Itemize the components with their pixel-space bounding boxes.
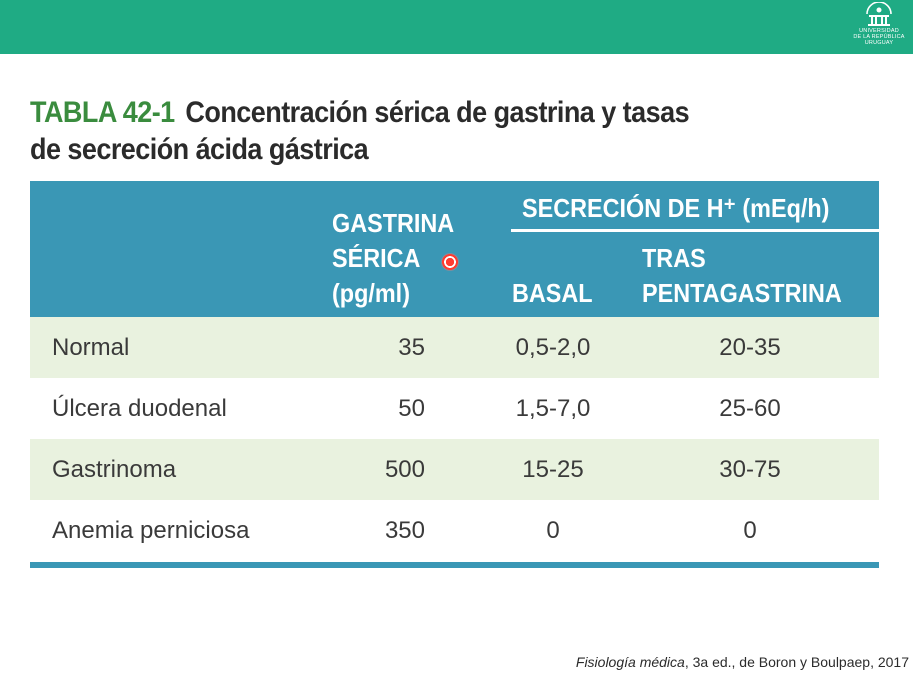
university-building-icon (864, 2, 894, 28)
citation-book-title: Fisiología médica (575, 654, 685, 670)
table-row (30, 317, 879, 378)
cell-gastrina: 35 (398, 334, 425, 361)
cell-gastrina: 500 (384, 456, 425, 483)
header-tras-line-1: TRAS (642, 243, 706, 273)
header-group-rule (511, 229, 879, 232)
cell-tras-pentagastrina: 20-35 (719, 334, 781, 361)
cell-tras-pentagastrina: 0 (743, 517, 757, 544)
logo-text-line-2: DE LA REPÚBLICA (853, 34, 905, 40)
header-secrecion-group: SECRECIÓN DE H⁺ (mEq/h) (522, 193, 830, 223)
table-header (30, 181, 879, 317)
cell-basal: 15-25 (522, 456, 584, 483)
pointer-cursor-icon (441, 253, 459, 271)
cell-basal: 0,5-2,0 (515, 334, 591, 361)
table-title (30, 94, 804, 168)
header-basal: BASAL (512, 278, 593, 308)
table-number-label: TABLA 42-1 (30, 96, 175, 129)
cell-tras-pentagastrina: 30-75 (719, 456, 781, 483)
header-gastrina-line-3: (pg/ml) (332, 278, 410, 308)
cell-gastrina: 350 (384, 517, 425, 544)
table-bottom-rule (30, 562, 879, 568)
table-title-line-1 (30, 94, 804, 131)
table-row (30, 378, 879, 439)
cell-basal: 1,5-7,0 (515, 395, 591, 422)
header-tras-line-2: PENTAGASTRINA (642, 278, 842, 308)
top-bar (0, 0, 913, 54)
university-logo (846, 2, 912, 54)
table-row (30, 439, 879, 500)
cell-basal: 0 (546, 517, 560, 544)
cell-gastrina: 50 (398, 395, 425, 422)
logo-text-line-3: URUGUAY (864, 40, 894, 46)
table-title-line-2: de secreción ácida gástrica (30, 133, 369, 166)
cell-condition: Gastrinoma (52, 456, 177, 483)
header-gastrina-line-1: GASTRINA (332, 208, 455, 238)
citation-details: , 3a ed., de Boron y Boulpaep, 2017 (684, 654, 909, 670)
cell-condition: Normal (52, 334, 130, 361)
table-title-text-1: Concentración sérica de gastrina y tasas (185, 96, 690, 129)
cell-tras-pentagastrina: 25-60 (719, 395, 781, 422)
table-row (30, 500, 879, 561)
cell-condition: Anemia perniciosa (52, 517, 250, 544)
cell-condition: Úlcera duodenal (52, 395, 227, 422)
logo-text-line-1: UNIVERSIDAD (859, 28, 899, 34)
header-gastrina-line-2: SÉRICA (332, 243, 421, 273)
source-citation (576, 654, 909, 670)
